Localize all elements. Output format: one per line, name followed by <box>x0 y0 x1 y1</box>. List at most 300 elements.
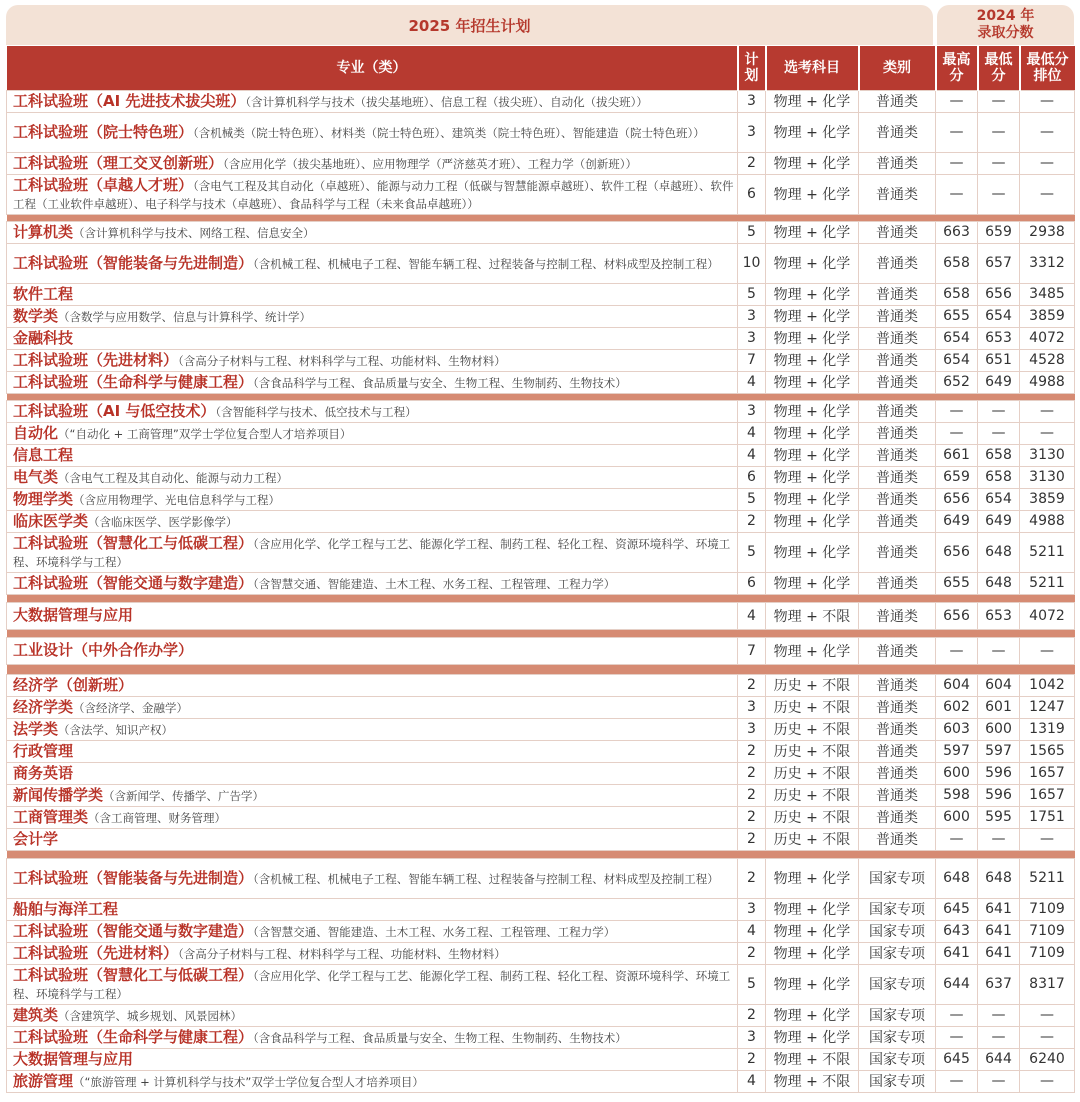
major-note: （含机械工程、机械电子工程、智能车辆工程、过程装备与控制工程、材料成型及控制工程） <box>253 256 719 271</box>
max-score-cell: 658 <box>936 243 978 283</box>
table-row <box>7 422 1075 444</box>
subjects-cell: 物理 + 不限 <box>766 602 859 629</box>
category-cell: 普通类 <box>859 327 936 349</box>
min-rank-cell: — <box>1020 174 1075 214</box>
table-row <box>7 243 1075 283</box>
major-name: 工科试验班（智慧化工与低碳工程） <box>13 533 254 552</box>
major-cell <box>7 828 738 850</box>
major-name: 工商管理类 <box>13 807 89 826</box>
plan-title: 2025 年招生计划 <box>408 16 531 35</box>
min-score-cell: 601 <box>978 696 1020 718</box>
max-score-cell: 661 <box>936 444 978 466</box>
major-name: 大数据管理与应用 <box>13 1049 134 1068</box>
major-note: （含计算机科学与技术、网络工程、信息安全） <box>73 225 315 240</box>
max-score-cell: — <box>936 828 978 850</box>
category-cell: 普通类 <box>859 532 936 572</box>
min-score-cell: 648 <box>978 532 1020 572</box>
table-row <box>7 400 1075 422</box>
table-row <box>7 1070 1075 1092</box>
major-note: （含应用化学、化学工程与工艺、能源化学工程、制药工程、轻化工程、资源环境科学、环境工程、环境科学与工程） <box>13 536 731 569</box>
major-cell <box>7 371 738 393</box>
major-note: （含临床医学、医学影像学） <box>88 514 238 529</box>
major-name: 旅游管理 <box>13 1071 74 1090</box>
major-cell <box>7 762 738 784</box>
min-score-cell: 653 <box>978 327 1020 349</box>
subjects-cell: 物理 + 化学 <box>766 532 859 572</box>
major-note: （含高分子材料与工程、材料科学与工程、功能材料、生物材料） <box>178 353 506 368</box>
table-row <box>7 784 1075 806</box>
min-rank-cell: — <box>1020 152 1075 174</box>
group-divider <box>7 850 1075 858</box>
category-cell: 普通类 <box>859 510 936 532</box>
plan-count-cell: 7 <box>738 349 766 371</box>
table-row <box>7 444 1075 466</box>
major-note: （含经济学、金融学） <box>73 700 189 715</box>
category-cell: 普通类 <box>859 674 936 696</box>
min-score-cell: — <box>978 174 1020 214</box>
major-note: （含电气工程及其自动化、能源与动力工程） <box>58 470 289 485</box>
max-score-cell: 656 <box>936 488 978 510</box>
max-score-cell: 656 <box>936 602 978 629</box>
subjects-cell: 物理 + 化学 <box>766 400 859 422</box>
category-cell: 国家专项 <box>859 920 936 942</box>
min-rank-cell: — <box>1020 422 1075 444</box>
subjects-cell: 物理 + 化学 <box>766 174 859 214</box>
plan-count-cell: 2 <box>738 152 766 174</box>
subjects-cell: 物理 + 化学 <box>766 942 859 964</box>
col-category-header: 类别 <box>859 46 936 90</box>
major-name: 软件工程 <box>13 284 74 303</box>
plan-count-cell: 2 <box>738 858 766 898</box>
min-rank-cell: 4988 <box>1020 510 1075 532</box>
major-note: （含电气工程及其自动化（卓越班）、能源与动力工程（低碳与智慧能源卓越班）、软件工程（卓越班）、软件工程（工业软件卓越班）、电子科学与技术（卓越班）、食品科学与工程（未来食品卓越班）） <box>13 178 734 211</box>
min-score-cell: 649 <box>978 510 1020 532</box>
min-score-cell: — <box>978 400 1020 422</box>
major-name: 工科试验班（AI 先进技术拔尖班） <box>13 91 246 110</box>
category-cell: 普通类 <box>859 444 936 466</box>
subjects-cell: 历史 + 不限 <box>766 718 859 740</box>
category-cell: 普通类 <box>859 488 936 510</box>
major-name: 工科试验班（AI 与低空技术） <box>13 401 216 420</box>
min-score-cell: 595 <box>978 806 1020 828</box>
major-name: 工科试验班（先进材料） <box>13 350 179 369</box>
max-score-cell: 648 <box>936 858 978 898</box>
plan-count-cell: 5 <box>738 283 766 305</box>
table-row <box>7 740 1075 762</box>
major-cell <box>7 422 738 444</box>
min-rank-cell: — <box>1020 112 1075 152</box>
subjects-cell: 物理 + 化学 <box>766 510 859 532</box>
major-name: 计算机类 <box>13 222 74 241</box>
table-body <box>7 90 1075 1092</box>
major-name: 工科试验班（先进材料） <box>13 943 179 962</box>
min-rank-cell: 3859 <box>1020 305 1075 327</box>
major-name: 法学类 <box>13 719 59 738</box>
plan-count-cell: 3 <box>738 898 766 920</box>
subjects-cell: 物理 + 化学 <box>766 422 859 444</box>
major-name: 工科试验班（智慧化工与低碳工程） <box>13 965 254 984</box>
min-rank-cell: 4072 <box>1020 602 1075 629</box>
major-name: 行政管理 <box>13 741 74 760</box>
max-score-cell: 654 <box>936 349 978 371</box>
major-name: 工科试验班（智能装备与先进制造） <box>13 868 254 887</box>
table-row <box>7 349 1075 371</box>
category-cell: 普通类 <box>859 828 936 850</box>
min-score-cell: 653 <box>978 602 1020 629</box>
max-score-cell: 597 <box>936 740 978 762</box>
subjects-cell: 历史 + 不限 <box>766 696 859 718</box>
plan-count-cell: 4 <box>738 602 766 629</box>
min-rank-cell: — <box>1020 1004 1075 1026</box>
plan-count-cell: 2 <box>738 1004 766 1026</box>
min-score-cell: — <box>978 828 1020 850</box>
major-cell <box>7 400 738 422</box>
max-score-cell: 604 <box>936 674 978 696</box>
major-cell <box>7 283 738 305</box>
category-cell: 国家专项 <box>859 858 936 898</box>
min-rank-cell: 3859 <box>1020 488 1075 510</box>
min-score-cell: 604 <box>978 674 1020 696</box>
major-cell <box>7 510 738 532</box>
max-score-cell: 659 <box>936 466 978 488</box>
max-score-cell: 641 <box>936 942 978 964</box>
category-cell: 普通类 <box>859 762 936 784</box>
plan-count-cell: 3 <box>738 400 766 422</box>
major-note: （含建筑学、城乡规划、风景园林） <box>58 1008 243 1023</box>
min-score-cell: 659 <box>978 221 1020 243</box>
table-row <box>7 488 1075 510</box>
plan-count-cell: 4 <box>738 422 766 444</box>
subjects-cell: 物理 + 化学 <box>766 152 859 174</box>
category-cell: 普通类 <box>859 602 936 629</box>
subjects-cell: 物理 + 化学 <box>766 283 859 305</box>
max-score-cell: — <box>936 90 978 112</box>
plan-count-cell: 3 <box>738 718 766 740</box>
min-score-cell: 644 <box>978 1048 1020 1070</box>
table-row <box>7 674 1075 696</box>
major-cell <box>7 602 738 629</box>
major-cell <box>7 327 738 349</box>
min-score-cell: 654 <box>978 488 1020 510</box>
min-rank-cell: — <box>1020 1026 1075 1048</box>
max-score-cell: — <box>936 422 978 444</box>
min-rank-cell: — <box>1020 90 1075 112</box>
min-score-cell: — <box>978 152 1020 174</box>
category-cell: 普通类 <box>859 305 936 327</box>
table-row <box>7 466 1075 488</box>
table-row <box>7 696 1075 718</box>
plan-count-cell: 6 <box>738 466 766 488</box>
subjects-cell: 物理 + 化学 <box>766 1004 859 1026</box>
table-row <box>7 532 1075 572</box>
max-score-cell: — <box>936 152 978 174</box>
min-rank-cell: 4072 <box>1020 327 1075 349</box>
major-cell <box>7 898 738 920</box>
category-cell: 普通类 <box>859 637 936 664</box>
min-score-cell: 658 <box>978 444 1020 466</box>
min-score-cell: 596 <box>978 762 1020 784</box>
major-cell <box>7 90 738 112</box>
col-rank-header: 最低分 排位 <box>1020 46 1075 90</box>
plan-count-cell: 5 <box>738 964 766 1004</box>
min-rank-cell: 5211 <box>1020 532 1075 572</box>
subjects-cell: 物理 + 不限 <box>766 1048 859 1070</box>
category-cell: 普通类 <box>859 422 936 444</box>
col-subjects-header: 选考科目 <box>766 46 859 90</box>
col-min-header: 最低 分 <box>978 46 1020 90</box>
min-rank-cell: 8317 <box>1020 964 1075 1004</box>
subjects-cell: 物理 + 化学 <box>766 488 859 510</box>
table-row <box>7 1004 1075 1026</box>
category-cell: 国家专项 <box>859 964 936 1004</box>
table-row <box>7 510 1075 532</box>
group-divider <box>7 393 1075 400</box>
major-cell <box>7 637 738 664</box>
category-cell: 普通类 <box>859 90 936 112</box>
major-name: 经济学（创新班） <box>13 675 134 694</box>
col-major-header: 专业（类） <box>7 46 738 90</box>
subjects-cell: 物理 + 化学 <box>766 1026 859 1048</box>
min-rank-cell: — <box>1020 828 1075 850</box>
max-score-cell: — <box>936 174 978 214</box>
subjects-cell: 历史 + 不限 <box>766 762 859 784</box>
major-cell <box>7 305 738 327</box>
max-score-cell: — <box>936 1026 978 1048</box>
major-cell <box>7 696 738 718</box>
group-divider <box>7 214 1075 221</box>
max-score-cell: — <box>936 637 978 664</box>
major-note: （含智能科学与技术、低空技术与工程） <box>215 404 417 419</box>
category-cell: 普通类 <box>859 466 936 488</box>
table-row <box>7 152 1075 174</box>
plan-count-cell: 2 <box>738 740 766 762</box>
major-note: （含智慧交通、智能建造、土木工程、水务工程、工程管理、工程力学） <box>253 924 616 939</box>
table-row <box>7 572 1075 594</box>
score-title-line1: 2024 年 <box>976 8 1035 24</box>
plan-count-cell: 5 <box>738 532 766 572</box>
max-score-cell: 600 <box>936 762 978 784</box>
category-cell: 普通类 <box>859 283 936 305</box>
plan-count-cell: 2 <box>738 942 766 964</box>
max-score-cell: 655 <box>936 305 978 327</box>
max-score-cell: 655 <box>936 572 978 594</box>
min-rank-cell: 7109 <box>1020 942 1075 964</box>
table-row <box>7 327 1075 349</box>
max-score-cell: 598 <box>936 784 978 806</box>
max-score-cell: 644 <box>936 964 978 1004</box>
min-rank-cell: 4988 <box>1020 371 1075 393</box>
min-rank-cell: 3130 <box>1020 444 1075 466</box>
major-name: 工科试验班（院士特色班） <box>13 122 194 141</box>
plan-count-cell: 3 <box>738 305 766 327</box>
plan-count-cell: 7 <box>738 637 766 664</box>
plan-count-cell: 2 <box>738 828 766 850</box>
max-score-cell: 654 <box>936 327 978 349</box>
min-rank-cell: 1565 <box>1020 740 1075 762</box>
major-name: 工科试验班（生命科学与健康工程） <box>13 372 254 391</box>
group-divider <box>7 629 1075 637</box>
plan-count-cell: 6 <box>738 572 766 594</box>
table-row <box>7 305 1075 327</box>
plan-count-cell: 3 <box>738 696 766 718</box>
min-score-cell: — <box>978 422 1020 444</box>
min-score-cell: 641 <box>978 920 1020 942</box>
major-cell <box>7 964 738 1004</box>
major-cell <box>7 718 738 740</box>
subjects-cell: 物理 + 化学 <box>766 112 859 152</box>
category-cell: 普通类 <box>859 806 936 828</box>
major-note: （含数学与应用数学、信息与计算科学、统计学） <box>58 309 312 324</box>
category-cell: 普通类 <box>859 349 936 371</box>
major-name: 建筑类 <box>13 1005 59 1024</box>
major-name: 自动化 <box>13 423 59 442</box>
table-row <box>7 806 1075 828</box>
min-score-cell: — <box>978 1070 1020 1092</box>
major-cell <box>7 942 738 964</box>
category-cell: 普通类 <box>859 221 936 243</box>
category-cell: 普通类 <box>859 784 936 806</box>
category-cell: 国家专项 <box>859 1048 936 1070</box>
min-score-cell: 641 <box>978 898 1020 920</box>
table-header-row <box>7 46 1075 90</box>
plan-count-cell: 5 <box>738 488 766 510</box>
major-name: 大数据管理与应用 <box>13 606 134 624</box>
min-score-cell: 656 <box>978 283 1020 305</box>
subjects-cell: 历史 + 不限 <box>766 806 859 828</box>
score-title-banner <box>937 5 1074 45</box>
min-rank-cell: 3485 <box>1020 283 1075 305</box>
plan-count-cell: 4 <box>738 1070 766 1092</box>
plan-count-cell: 2 <box>738 1048 766 1070</box>
major-note: （“旅游管理 + 计算机科学与技术”双学士学位复合型人才培养项目） <box>73 1074 424 1089</box>
major-note: （含新闻学、传播学、广告学） <box>103 788 265 803</box>
min-rank-cell: 6240 <box>1020 1048 1075 1070</box>
subjects-cell: 物理 + 化学 <box>766 920 859 942</box>
subjects-cell: 物理 + 化学 <box>766 964 859 1004</box>
major-cell <box>7 466 738 488</box>
major-name: 工科试验班（智能交通与数字建造） <box>13 921 254 940</box>
plan-count-cell: 3 <box>738 327 766 349</box>
major-note: （含应用物理学、光电信息科学与工程） <box>73 492 281 507</box>
subjects-cell: 物理 + 化学 <box>766 466 859 488</box>
table-row <box>7 1048 1075 1070</box>
min-rank-cell: 1751 <box>1020 806 1075 828</box>
max-score-cell: 603 <box>936 718 978 740</box>
min-rank-cell: 3130 <box>1020 466 1075 488</box>
max-score-cell: — <box>936 112 978 152</box>
plan-title-banner <box>6 5 933 45</box>
subjects-cell: 历史 + 不限 <box>766 784 859 806</box>
col-max-header: 最高 分 <box>936 46 978 90</box>
min-rank-cell: 1319 <box>1020 718 1075 740</box>
subjects-cell: 历史 + 不限 <box>766 674 859 696</box>
subjects-cell: 物理 + 化学 <box>766 90 859 112</box>
min-score-cell: — <box>978 637 1020 664</box>
category-cell: 普通类 <box>859 572 936 594</box>
table-row <box>7 942 1075 964</box>
major-name: 商务英语 <box>13 763 74 782</box>
min-rank-cell: 2938 <box>1020 221 1075 243</box>
subjects-cell: 物理 + 化学 <box>766 637 859 664</box>
max-score-cell: — <box>936 400 978 422</box>
plan-count-cell: 3 <box>738 1026 766 1048</box>
major-cell <box>7 740 738 762</box>
min-rank-cell: 3312 <box>1020 243 1075 283</box>
major-note: （含应用化学（拔尖基地班）、应用物理学（严济慈英才班）、工程力学（创新班）） <box>223 156 638 171</box>
max-score-cell: 645 <box>936 1048 978 1070</box>
major-name: 会计学 <box>13 829 59 848</box>
major-name: 工科试验班（生命科学与健康工程） <box>13 1027 254 1046</box>
min-score-cell: — <box>978 1026 1020 1048</box>
subjects-cell: 物理 + 化学 <box>766 221 859 243</box>
category-cell: 普通类 <box>859 243 936 283</box>
plan-count-cell: 2 <box>738 510 766 532</box>
category-cell: 普通类 <box>859 718 936 740</box>
min-rank-cell: — <box>1020 400 1075 422</box>
major-cell <box>7 674 738 696</box>
min-score-cell: 657 <box>978 243 1020 283</box>
min-score-cell: 651 <box>978 349 1020 371</box>
major-note: （含机械类（院士特色班）、材料类（院士特色班）、建筑类（院士特色班）、智能建造（院士特色班）） <box>193 125 705 140</box>
major-name: 电气类 <box>13 467 59 486</box>
subjects-cell: 物理 + 化学 <box>766 898 859 920</box>
plan-count-cell: 4 <box>738 444 766 466</box>
min-score-cell: — <box>978 112 1020 152</box>
admission-table <box>6 46 1075 1093</box>
major-name: 经济学类 <box>13 697 74 716</box>
plan-count-cell: 2 <box>738 784 766 806</box>
group-divider <box>7 664 1075 674</box>
score-title-line2: 录取分数 <box>977 25 1034 41</box>
min-score-cell: 649 <box>978 371 1020 393</box>
category-cell: 普通类 <box>859 696 936 718</box>
major-name: 数学类 <box>13 306 59 325</box>
major-note: （含智慧交通、智能建造、土木工程、水务工程、工程管理、工程力学） <box>253 576 616 591</box>
category-cell: 普通类 <box>859 400 936 422</box>
min-rank-cell: 4528 <box>1020 349 1075 371</box>
plan-count-cell: 2 <box>738 674 766 696</box>
min-score-cell: 597 <box>978 740 1020 762</box>
major-cell <box>7 1004 738 1026</box>
major-name: 工科试验班（智能交通与数字建造） <box>13 573 254 592</box>
min-score-cell: 654 <box>978 305 1020 327</box>
plan-count-cell: 10 <box>738 243 766 283</box>
min-score-cell: 596 <box>978 784 1020 806</box>
table-row <box>7 718 1075 740</box>
max-score-cell: 663 <box>936 221 978 243</box>
max-score-cell: 602 <box>936 696 978 718</box>
category-cell: 国家专项 <box>859 898 936 920</box>
min-score-cell: — <box>978 90 1020 112</box>
major-cell <box>7 920 738 942</box>
table-row <box>7 371 1075 393</box>
subjects-cell: 历史 + 不限 <box>766 740 859 762</box>
major-name: 物理学类 <box>13 489 74 508</box>
category-cell: 普通类 <box>859 112 936 152</box>
min-rank-cell: — <box>1020 637 1075 664</box>
table-row <box>7 964 1075 1004</box>
major-cell <box>7 858 738 898</box>
subjects-cell: 物理 + 化学 <box>766 327 859 349</box>
major-name: 工科试验班（理工交叉创新班） <box>13 153 224 172</box>
max-score-cell: 649 <box>936 510 978 532</box>
max-score-cell: — <box>936 1004 978 1026</box>
major-cell <box>7 532 738 572</box>
subjects-cell: 历史 + 不限 <box>766 828 859 850</box>
table-row <box>7 637 1075 664</box>
plan-count-cell: 2 <box>738 762 766 784</box>
min-rank-cell: 1247 <box>1020 696 1075 718</box>
